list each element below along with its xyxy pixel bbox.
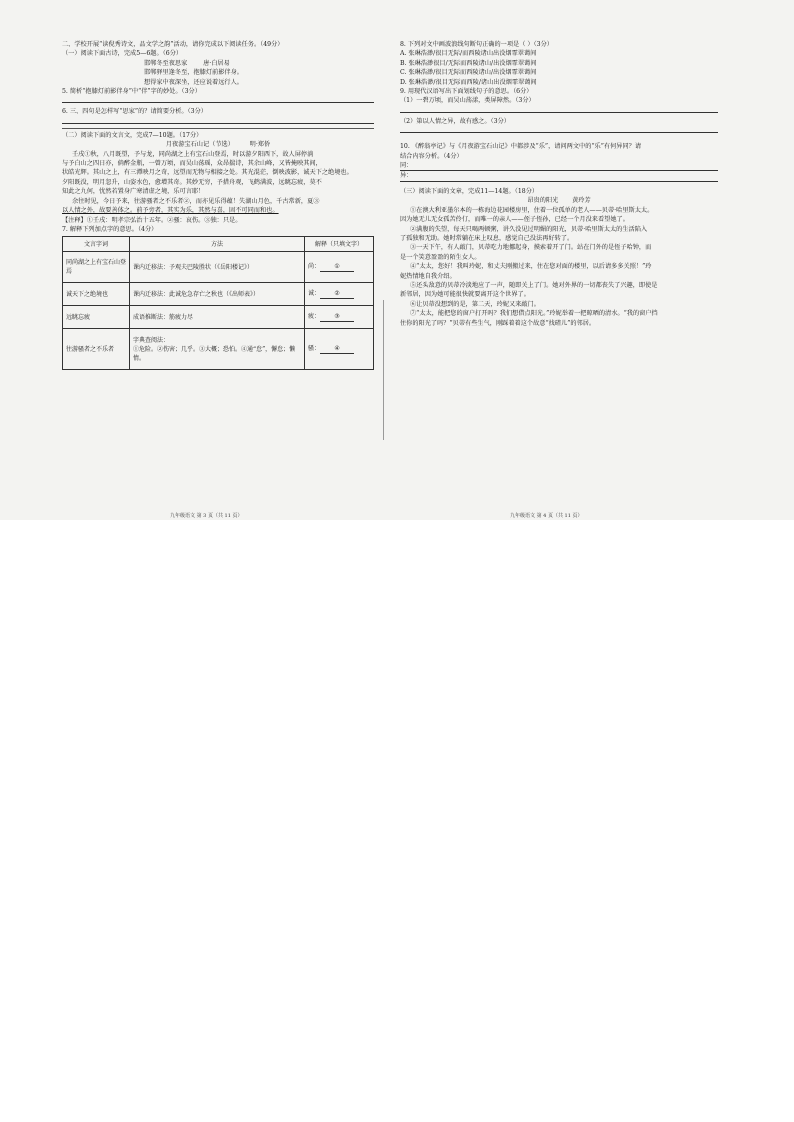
part1-title: （一）阅读下面古诗，完成5—6题。（6分） (62, 50, 183, 58)
right-page-footer: 九年级语文 第 4 页（共 11 页） (510, 513, 583, 519)
table-row (63, 329, 374, 370)
table-method: 课内迁移法：此诚危急存亡之秋也（《出师表》） (130, 283, 305, 306)
answer-blank[interactable]: ② (320, 289, 354, 299)
answer-prefix: 诚： (308, 290, 321, 298)
story-line: 住你的阳光了吗？”贝蒂有些生气，刚踩着着这个故意“找碴儿”的邻居。 (400, 319, 596, 327)
table-answer-cell (305, 283, 374, 306)
poem-line: 想得家中夜深坐，还应说着远行人。 (144, 78, 243, 86)
story-author: 黄玲芳 (572, 197, 591, 205)
table-answer-cell (305, 329, 374, 370)
poem-line: 邯郸驿里逢冬至，抱膝灯前影伴身。 (144, 69, 243, 77)
table-method-cell (130, 329, 305, 370)
table-word: 同尚湖之上有宝石山登焉 (63, 252, 130, 283)
essay-notes: 【注释】①壬戌：明孝宗弘治十五年。②骚：哀伤。③独：只是。 (62, 216, 242, 224)
poem-author: 唐·白居易 (203, 59, 230, 67)
essay-title: 月夜游宝石山记（节选） (165, 141, 234, 149)
answer-blank[interactable]: ① (320, 262, 354, 272)
essay-line: 知此之九何，忧然若置身广寒清虚之境，乐可言耶！ (62, 188, 205, 196)
left-page-footer: 九年级语文 第 3 页（共 11 页） (170, 513, 243, 519)
question-9-2: （2）第以人情之异，故有感之。（3分） (400, 117, 510, 125)
table-header: 文言字词 (63, 237, 130, 252)
essay-line: 壬戌①秋，八月既望，予与龙，同尚湖之上有宝石山登焉，时以游夕阳西下，故人屏停淌 (72, 150, 314, 158)
question-9-1: （1）一碧万顷，而吴山荡漾，类屏障然。（3分） (400, 97, 535, 105)
table-row (63, 283, 374, 306)
question-6: 6. 三、四句是怎样写“思家”的？请简要分析。（3分） (62, 108, 207, 116)
left-page (62, 40, 374, 370)
question-10-cont: 结合内容分析。（4分） (400, 152, 463, 160)
essay-line: 夕阳既没，明月忽升，山姿水色，愈增其奇。其妙无穷，予措舟观，飞鹤满波，远眺忘疲，莫不 (62, 178, 322, 186)
story-line: ⑦“太太，能把您的窗户打开吗？我们想借点阳光。”玲妮举着一把晾晒的清水。“我的窗户挡 (410, 310, 658, 318)
section2-title: 二、学校开展“读倪秀诗文，品文学之韵”活动，请你完成以下阅读任务。（49分） (62, 41, 284, 48)
table-word: 诚天下之绝境也 (63, 283, 130, 306)
table-answer-cell (305, 306, 374, 329)
story-line: 新邻居，因为她可能很快就要离开这个世界了。 (400, 291, 530, 299)
table-answer-cell (305, 252, 374, 283)
q10-diff-label: 异： (400, 172, 413, 180)
table-header: 解释（只填文字） (305, 237, 374, 252)
q10-diff-line (400, 171, 718, 181)
part3-title: （三）阅读下面的文章，完成11—14题。（18分） (400, 187, 539, 195)
table-row (63, 252, 374, 283)
story-line: ⑤还头敌意的贝蒂冷淡地应了一声，随即关上了门。她对外界的一切都丧失了兴趣，即使是 (410, 281, 658, 289)
answer-prefix: 疲： (308, 313, 321, 321)
essay-line: 状皓光辉。其山之上，有三潭映月之奇，远望而无物与相接之处。其光混茫，倒映波影，诚天下之绝境也。 (62, 169, 353, 177)
answer-line[interactable] (400, 126, 718, 133)
story-line: ⑥让贝蒂没想到的是，第二天，玲妮又来敲门。 (410, 300, 540, 308)
vocab-table (62, 236, 374, 370)
table-header-row (63, 237, 374, 252)
answer-prefix: 尚： (308, 263, 321, 271)
table-header: 方法 (130, 237, 305, 252)
story-line: ④“太太，您好！我叫玲妮，和丈夫刚搬过来，住在您对面的楼里，以后请多多关照！”玲 (410, 263, 652, 271)
answer-prefix: 骚： (308, 345, 321, 353)
q8-option-d[interactable]: D. 张琳浩渺/很目无际而西陵/诸山出没烟霏翠蔼间 (400, 78, 537, 86)
story-line: 了孤独和无助。她时常躺在床上叹息，感觉自己没法再好转了。 (400, 234, 574, 242)
question-7: 7. 解释下列加点字的意思。（4分） (62, 225, 158, 233)
table-method: 字典查阅法： (133, 336, 170, 344)
poem-title: 邯郸冬至夜思家 (144, 59, 188, 67)
answer-blank[interactable]: ③ (320, 312, 354, 322)
table-row (63, 306, 374, 329)
page-divider (383, 300, 384, 440)
question-9: 9. 用现代汉语写出下面划线句子的意思。（6分） (400, 88, 533, 96)
q8-option-a[interactable]: A. 张琳浩渺/很目无际/而西陵诸山出没烟霏翠蔼间 (400, 50, 537, 58)
table-word: 远眺忘疲 (63, 306, 130, 329)
question-8: 8. 下列对文中画波浪线句断句正确的一项是（ ）（3分） (400, 41, 553, 48)
story-title: 昂贵的阳光 (527, 197, 559, 205)
exam-sheet (0, 0, 794, 520)
part2-title: （二）阅读下面的文言文，完成7—10题。（17分） (62, 131, 203, 139)
answer-line[interactable] (400, 106, 718, 113)
essay-line: 以人情之外，故要善体之。前予旁者，其实为乐，其然与喜，固不可同而和也。 (62, 207, 279, 215)
right-page (400, 40, 718, 328)
story-line: 妮热情地自我介绍。 (400, 272, 456, 280)
essay-author: 明·郑侨 (249, 141, 271, 149)
story-line: 因为她无儿无女孤苦伶仃，而唯一的亲人——侄子侄孙，已经一个月没来看望她了。 (400, 216, 629, 224)
story-line: 是一个笑意盈盈的陌生女人。 (400, 253, 481, 261)
q8-option-b[interactable]: B. 张琳浩渺很目/无际而西陵诸山/出没烟霏翠蔼间 (400, 59, 537, 67)
table-method: 课内迁移法：予观夫巴陵胜状（《岳阳楼记》） (130, 252, 305, 283)
table-word: 往游骚者之不乐者 (63, 329, 130, 370)
poem-heading (62, 59, 374, 68)
part2-section (62, 128, 374, 370)
q10-same-label: 同： (400, 162, 413, 170)
essay-line: 余往时见，今日予来，往游骚者之不乐者②，而亦见乐得蕴！失湖山月色，千古常新，夏③ (72, 197, 320, 205)
story-line: ③一天下午，有人敲门，贝蒂吃力地挪起身，摸索着开了门。站在门外的是侄子哈钟，而 (410, 244, 652, 252)
essay-line: 与予白山之四日亦，倘醉金瓶，一曾万顷，而吴山荡瑶，众昂揣诗，其余山峰，又皆掩映其间， (62, 160, 322, 168)
table-method-detail: ①危险。②伤害；几乎。③大概；恐怕。④通“怠”，懈怠；懒惰。 (133, 345, 296, 362)
story-heading (400, 196, 718, 205)
answer-line[interactable] (62, 117, 374, 124)
q10-same-line (400, 161, 718, 171)
story-line: ①在澳大利亚墨尔本的一栋海边花园楼房里，住着一位孤单的老人——贝蒂·哈里斯太太。 (410, 206, 654, 214)
question-5: 5. 简析“抱膝灯前影伴身”中“伴”字的妙处。（3分） (62, 88, 201, 96)
essay-heading (62, 140, 374, 149)
answer-blank[interactable]: ④ (320, 344, 354, 354)
story-line: ②满腹的失望，每天只喝两顿粥，讲久没见过明媚的阳光，贝蒂·哈里斯太太的生活陷入 (410, 225, 648, 233)
table-method: 成语推断法：筋疲力尽 (130, 306, 305, 329)
q8-option-c[interactable]: C. 张琳浩渺/很目无际而西陵诸山/出没烟霏翠蔼间 (400, 69, 537, 77)
answer-line[interactable] (62, 96, 374, 103)
question-10: 10. 《醉翁亭记》与《月夜游宝石山记》中都涉及“乐”，请问两文中的“乐”有何异同？请 (400, 143, 642, 151)
